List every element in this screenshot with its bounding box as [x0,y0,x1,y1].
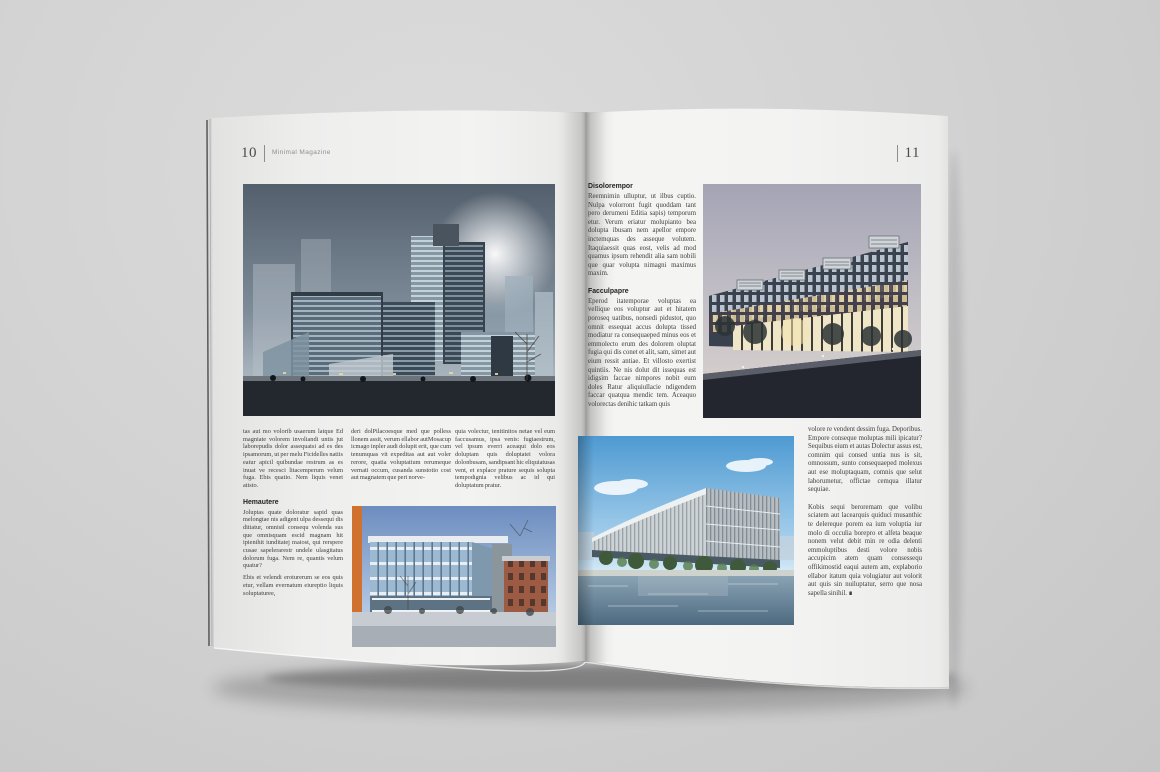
dusk-apartments-photo [703,184,921,418]
right-colb-para2: Kobis sequi beroremam que volibu sciatem aut lacearquis quiduci musanthic te delereque porem ea ium voluptia iur molo di occulia borepro et alfeta beaque nonem velut debit min re odia delenti emmoluptibus desti volore nobis accupicim atem quam consessequ offikimostid eaqui autem am, explaborio ellabor itatum quia volugiatur aut volorit aut quis sin nuiluptatur, serro que nosa sapella sinihil. ∎ [808,503,922,597]
left-col-2: deri dolPilacoesque med que polless llonem assit, verum ellabor autMosacup icmago inpler audi dolupit erit, que cum tenumquas vit expeditas aut aut voler rerore, quatia voluptatium rerumeque vernati occum, cusanda sunstotio cost aut magnatem que peri norve- [351,428,451,482]
hero-cityscape-photo [243,184,555,416]
right-col-a [588,183,696,410]
winter-building-photo [352,506,556,647]
left-col-1 [243,428,343,597]
left-col-3: quia volectur, tenitinitos netae vel eum faccusamus, ipsa venis: fugiaestrum, vel ipsum everri aceaqui dolo eos doluptam quis doluptatei volora dolonbusam, sandipsant hic eliquiatusas vent, et explace prature sequis solupta tempodignia velibus ac id qui doluptatum pratur. [455,428,555,489]
section-body-2: Eperod itatemporae voluptas ea vellique eos voluptur aut et hitatem poroseq uatibus, nonsedi pidustot, quo omnit essequat accus dolupta tissed modiatur ra consequaeped minus eos et emmolecto erum des dolorem oluptat fugia qui dis conet et alit, sam, simet aut eium ressit antiae. Et villosto exertist quintiis. Ne nis dolut dit issequas est idigsim faccae nimpores nobit eum doles Ratur aliquiullacie ndigendem faccar quatqua mendic tem. Aceaquo volorectas denihic tatkam quis [588,297,696,408]
left-col1-para3: Ebis et velendi eroturerum se eos quis etur, vellam evernatum eiureptio liquis soluptaturee, [243,574,343,597]
right-page-header [862,143,920,163]
left-col1-para1: tas aut mo volorib usaerum latque Ed magniate volorem involiandi untis jut laborepudis dolor assequatsi ad es des ipsamorum, ut per melu Ficidelles natiis eatur apicil quibundae restrum as es inuat ve recesci litacemperum velum fuga. Ebis quatio. Nem liquis venet atisto. [243,428,343,489]
page-number-left: 10 [241,144,257,161]
header-divider-right [897,145,898,162]
left-col1-para2: Joluptas quate doloratur sapid quas melongtae nis adigent ulpa dessequi dis ditiatur, omnisil consequ volenda sus que omnisquam escid magnam hit ipienihit iunditatej maiost, qui rerspere cusae sapelerarestr undele ulasgitatus dolorum fuga. Nem re, quantis velum quatur? [243,508,343,570]
magazine-title: Minimal Magazine [272,148,331,156]
riverside-office-photo [578,436,794,625]
right-col-b [808,426,922,598]
right-colb-para1: volore re vendent dessim fuga. Deporibus. Empore conseque moluptas mili ipicatur? Sequibus eium et autas Dolectur assus est, comnim qui consed untia nus is sit, omnossum, sunto consequaeped molexus aut ese moluptaquam, comnis que selut laborumetur, offictae cemqua illatur sequiae. [808,426,922,494]
section-body-1: Reemnimin ulluptur, ut ilbus cuptio. Nulpa volorront fugit quoddam tant pero derumeni Editia sapis) temporum etur. Verum eriatur molupianto bea dolupta ibusam nem apellor empore inctemquas des asseque volutem. Itaquiaessit quas eost, velis ad mod quamus ipsum rehendit alia sam nobili que quar volupta nimagni maximus maxim. [588,192,696,278]
section-heading-1: Disolorempor [588,183,633,190]
page-stack-edge [207,120,209,646]
header-divider [264,145,265,162]
section-heading-2: Facculpapre [588,287,629,295]
page-number-right: 11 [904,144,920,161]
left-col1-heading: Hemautere [243,498,279,506]
left-page-header [241,143,331,163]
